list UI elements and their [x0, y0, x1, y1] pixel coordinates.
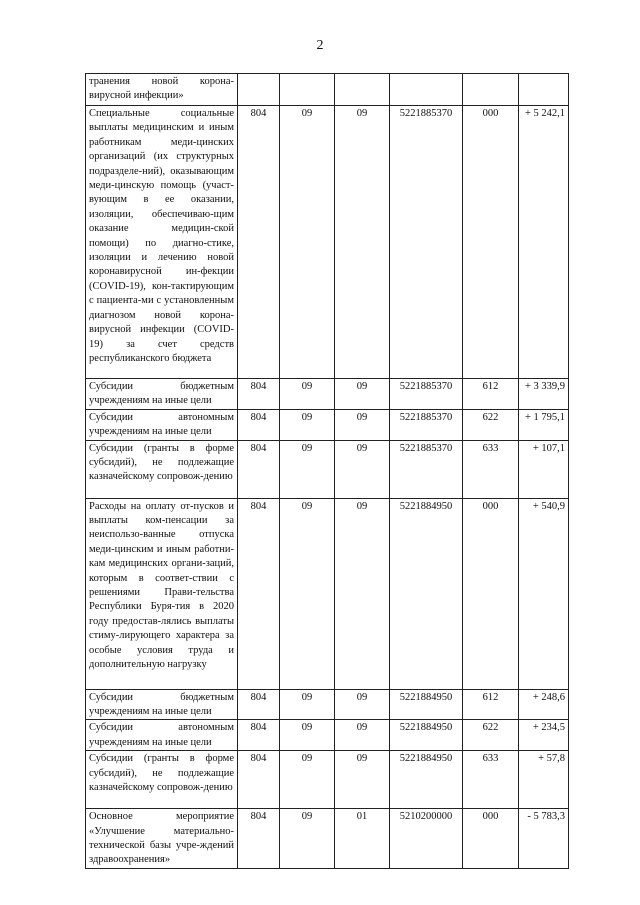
amount: + 57,8: [519, 751, 569, 809]
ved-code: 804: [238, 809, 280, 869]
table-row: [86, 379, 569, 410]
expense-type-code: 633: [463, 440, 519, 498]
budget-table: [85, 73, 569, 869]
target-article-code: 5210200000: [390, 809, 463, 869]
ved-code: 804: [238, 440, 280, 498]
expense-type-code: 633: [463, 751, 519, 809]
row-description: Субсидии (гранты в форме субсидий), не подлежащие казначейскому сопровож-дению: [86, 751, 238, 809]
target-article-code: [390, 74, 463, 106]
table-row: [86, 440, 569, 498]
section-code: 09: [280, 440, 335, 498]
section-code: 09: [280, 379, 335, 410]
target-article-code: 5221884950: [390, 498, 463, 689]
table-row: [86, 720, 569, 751]
amount: + 234,5: [519, 720, 569, 751]
ved-code: 804: [238, 379, 280, 410]
table-row: [86, 809, 569, 869]
ved-code: 804: [238, 409, 280, 440]
target-article-code: 5221884950: [390, 689, 463, 720]
section-code: 09: [280, 720, 335, 751]
expense-type-code: 000: [463, 809, 519, 869]
target-article-code: 5221885370: [390, 106, 463, 379]
row-description: Субсидии автономным учреждениям на иные цели: [86, 409, 238, 440]
expense-type-code: 000: [463, 106, 519, 379]
section-code: 09: [280, 751, 335, 809]
subsection-code: 09: [335, 751, 390, 809]
amount: + 540,9: [519, 498, 569, 689]
subsection-code: 09: [335, 498, 390, 689]
target-article-code: 5221884950: [390, 751, 463, 809]
row-description: Основное мероприятие «Улучшение материально-технической базы учре-ждений здравоохранения»: [86, 809, 238, 869]
ved-code: 804: [238, 720, 280, 751]
page-number: 2: [316, 38, 324, 53]
expense-type-code: 622: [463, 720, 519, 751]
table-row: [86, 751, 569, 809]
subsection-code: 09: [335, 720, 390, 751]
section-code: [280, 74, 335, 106]
row-description: Расходы на оплату от-пусков и выплаты ком-пенсации за неиспользо-ванные отпуска меди-цинским и иным работни-кам медицинских органи-заций, которым в соответ-ствии с решениями Прави-тельства Республики Буря-тия в 2020 году предостав-лялись выплаты стиму-лирующего характера за особые условия труда и дополнительную нагрузку: [86, 498, 238, 689]
section-code: 09: [280, 106, 335, 379]
expense-type-code: 000: [463, 498, 519, 689]
amount: + 107,1: [519, 440, 569, 498]
row-description: Субсидии бюджетным учреждениям на иные цели: [86, 689, 238, 720]
ved-code: 804: [238, 106, 280, 379]
table-row: [86, 106, 569, 379]
subsection-code: [335, 74, 390, 106]
table-row: [86, 498, 569, 689]
expense-type-code: 612: [463, 689, 519, 720]
amount: + 5 242,1: [519, 106, 569, 379]
section-code: 09: [280, 689, 335, 720]
section-code: 09: [280, 409, 335, 440]
expense-type-code: [463, 74, 519, 106]
ved-code: [238, 74, 280, 106]
subsection-code: 09: [335, 379, 390, 410]
target-article-code: 5221885370: [390, 409, 463, 440]
target-article-code: 5221885370: [390, 440, 463, 498]
amount: + 248,6: [519, 689, 569, 720]
section-code: 09: [280, 809, 335, 869]
target-article-code: 5221885370: [390, 379, 463, 410]
table-row: [86, 74, 569, 106]
amount: + 3 339,9: [519, 379, 569, 410]
subsection-code: 01: [335, 809, 390, 869]
amount: - 5 783,3: [519, 809, 569, 869]
amount: + 1 795,1: [519, 409, 569, 440]
row-description: Субсидии (гранты в форме субсидий), не подлежащие казначейскому сопровож-дению: [86, 440, 238, 498]
target-article-code: 5221884950: [390, 720, 463, 751]
expense-type-code: 612: [463, 379, 519, 410]
table-row: [86, 689, 569, 720]
row-description: транения новой корона-вирусной инфекции»: [86, 74, 238, 106]
table-row: [86, 409, 569, 440]
row-description: Субсидии бюджетным учреждениям на иные цели: [86, 379, 238, 410]
row-description: Субсидии автономным учреждениям на иные цели: [86, 720, 238, 751]
expense-type-code: 622: [463, 409, 519, 440]
subsection-code: 09: [335, 106, 390, 379]
row-description: Специальные социальные выплаты медицинским и иным работникам меди-цинских организаций (их структурных подразделе-ний), оказывающим меди-цинскую помощь (участ-вующим в ее оказании, изоляции, обеспечиваю-щим оказание медицин-ской помощи) по диагно-стике, изоляции и лечению новой коронавирусной ин-фекции (COVID-19), кон-тактирующим с пациента-ми с установленным диагнозом новой корона-вирусной инфекции (COVID-19) за счет средств республиканского бюджета: [86, 106, 238, 379]
ved-code: 804: [238, 751, 280, 809]
subsection-code: 09: [335, 440, 390, 498]
ved-code: 804: [238, 498, 280, 689]
amount: [519, 74, 569, 106]
subsection-code: 09: [335, 409, 390, 440]
ved-code: 804: [238, 689, 280, 720]
section-code: 09: [280, 498, 335, 689]
subsection-code: 09: [335, 689, 390, 720]
